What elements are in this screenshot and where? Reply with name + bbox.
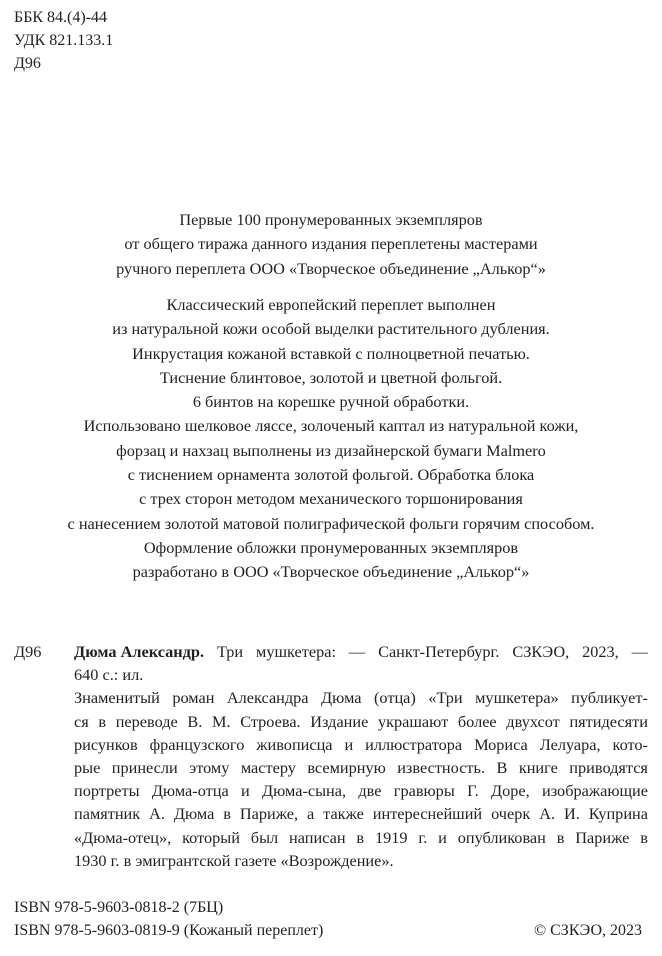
annotation-word: изображающие xyxy=(542,781,648,801)
annotation-word: известность. xyxy=(397,758,486,778)
annotation-word: В. xyxy=(187,711,203,731)
annotation-word: рые xyxy=(74,758,101,778)
annotation-word: этому xyxy=(189,758,230,778)
annotation-word: Куприна xyxy=(588,804,648,824)
annotation-word: А. xyxy=(539,804,556,824)
annotation-word: французского xyxy=(149,734,245,754)
annotation-word: Лелуара, xyxy=(539,734,601,754)
binding-line: Тиснение блинтовое, золотой и цветной фольгой. xyxy=(159,367,503,387)
limited-edition-line: Первые 100 пронумерованных экземпляров xyxy=(179,210,483,229)
biblio-title-part: — xyxy=(348,642,366,661)
bbk-code: ББК 84.(4)-44 xyxy=(14,9,108,26)
biblio-body xyxy=(14,663,648,872)
binding-line: с трех сторон методом механического торшонирования xyxy=(139,489,523,509)
annotation-word: мушкетера» xyxy=(475,688,559,708)
annotation-word: книге xyxy=(518,758,558,778)
annotation-line xyxy=(74,802,648,825)
annotation-word: также xyxy=(323,804,364,824)
annotation-word: написан xyxy=(289,827,346,847)
annotation-word: гравюры xyxy=(393,781,455,801)
binding-line: Классический европейский переплет выполнен xyxy=(166,295,496,314)
copyright-notice: © СЗКЭО, 2023 xyxy=(533,922,642,939)
annotation-word: украшают xyxy=(377,711,449,731)
annotation-word: «Дюма-отец», xyxy=(74,827,172,847)
annotation-word: Издание xyxy=(310,711,369,731)
biblio-title-part: — xyxy=(631,642,648,661)
binding-line: из натуральной кожи особой выделки растительного дубления. xyxy=(112,319,550,339)
biblio-title-part: Санкт-Петербург. xyxy=(378,642,500,661)
annotation-word: кото- xyxy=(612,734,648,754)
annotation-word: и xyxy=(240,781,250,801)
annotation-line xyxy=(74,733,648,756)
annotation-word: в xyxy=(640,827,648,847)
annotation-word: был xyxy=(250,827,279,847)
annotation-word: Дюма xyxy=(173,804,215,824)
annotation-word: г. xyxy=(418,827,428,847)
udk-code: УДК 821.133.1 xyxy=(14,32,114,49)
annotation-word: двухсот xyxy=(506,711,560,731)
annotation-word: две xyxy=(358,781,382,801)
annotation-word: рисунков xyxy=(74,734,138,754)
annotation-word: Дюма xyxy=(321,688,362,708)
annotation-line xyxy=(74,686,648,709)
binding-line: с тиснением орнамента золотой фольгой. Обработка блока xyxy=(127,465,535,485)
annotation-word: Доре, xyxy=(491,781,530,801)
classification-codes xyxy=(14,6,113,75)
annotation-word: а xyxy=(306,804,315,824)
annotation-word: А. xyxy=(149,804,165,824)
annotation-word: публикует- xyxy=(571,688,648,708)
biblio-title-part: 2023, xyxy=(582,642,619,661)
annotation-word: Дюма-сына, xyxy=(262,781,347,801)
annotation-word: (отца) xyxy=(374,688,416,708)
biblio-title-part: мушкетера: xyxy=(256,642,336,661)
annotation-word: И. xyxy=(563,804,580,824)
binding-line: 6 бинтов на корешке ручной обработки. xyxy=(192,392,470,412)
annotation-word: роман xyxy=(172,688,215,708)
binding-line: Инкрустация кожаной вставкой с полноцветной печатью. xyxy=(132,343,530,363)
annotation-word: «Три xyxy=(428,688,463,708)
annotation-word: Мориса xyxy=(474,734,528,754)
annotation-word: пятидесяти xyxy=(569,711,648,731)
biblio-title-part: Три xyxy=(216,642,244,661)
annotation-word: всемирную xyxy=(307,758,386,778)
annotation-word: живописца xyxy=(256,734,333,754)
biblio-title-part: СЗКЭО, xyxy=(512,642,570,661)
binding-line: форзац и нахзац выполнены из дизайнерской бумаги Malmero xyxy=(116,440,546,460)
binding-line: Использовано шелковое ляссе, золоченый каптал из натуральной кожи, xyxy=(83,416,579,436)
annotation-word: принесли xyxy=(111,758,178,778)
limited-edition-line: от общего тиража данного издания переплетены мастерами xyxy=(124,234,538,254)
binding-line: с нанесением золотой матовой полиграфической фольги горячим способом. xyxy=(67,513,595,533)
annotation-word: в xyxy=(223,804,231,824)
biblio-heading-line xyxy=(14,640,648,663)
limited-edition-note xyxy=(20,208,642,281)
annotation-word: М. xyxy=(211,711,231,731)
annotation-word: очерк xyxy=(491,804,531,824)
annotation-word: в xyxy=(98,711,107,731)
annotation-word: в xyxy=(556,827,565,847)
annotation-word: памятник xyxy=(74,804,141,824)
annotation-word: опубликован xyxy=(457,827,546,847)
isbn-block xyxy=(14,896,323,942)
annotation-word: мастеру xyxy=(240,758,296,778)
annotation-word: В xyxy=(496,758,508,778)
biblio-author: Дюма Александр. xyxy=(74,642,205,661)
annotation-word: ся xyxy=(74,711,89,731)
annotation-word: переводе xyxy=(115,711,178,731)
biblio-title-line xyxy=(74,640,648,663)
annotation-line-last: 1930 г. в эмигрантской газете «Возрождение». xyxy=(74,850,394,870)
bibliographic-record xyxy=(14,640,648,872)
annotation-word: 1919 xyxy=(374,827,408,847)
annotation-word: Знаменитый xyxy=(74,688,160,708)
annotation-word: Строева. xyxy=(240,711,301,731)
biblio-code: Д96 xyxy=(14,642,42,661)
annotation-word: приводятся xyxy=(569,758,648,778)
annotation-word: который xyxy=(182,827,240,847)
binding-line: разработано в ООО «Творческое объединение „Алькор“» xyxy=(132,562,530,582)
annotation-word: в xyxy=(356,827,365,847)
annotation-word: Париже xyxy=(575,827,630,847)
annotation-word: иллюстратора xyxy=(365,734,463,754)
isbn-line: ISBN 978-5-9603-0819-9 (Кожаный переплет) xyxy=(14,922,324,939)
binding-description xyxy=(20,293,642,585)
annotation-word: портреты xyxy=(74,781,140,801)
author-mark: Д96 xyxy=(14,55,41,72)
annotation-word: Дюма-отца xyxy=(151,781,229,801)
annotation-line xyxy=(74,826,648,849)
limited-edition-line: ручного переплета ООО «Творческое объединение „Алькор“» xyxy=(116,258,546,278)
annotation-line xyxy=(74,779,648,802)
annotation-word: Г. xyxy=(467,781,479,801)
annotation-word: и xyxy=(438,827,447,847)
annotation-line xyxy=(74,756,648,779)
annotation-word: интереснейший xyxy=(372,804,483,824)
annotation-word: и xyxy=(344,734,354,754)
annotation-word: Александра xyxy=(226,688,309,708)
annotation-word: Париже, xyxy=(239,804,299,824)
binding-line: Оформление обложки пронумерованных экземпляров xyxy=(143,537,519,557)
annotation-line xyxy=(74,710,648,733)
annotation-word: более xyxy=(457,711,497,731)
isbn-line: ISBN 978-5-9603-0818-2 (7БЦ) xyxy=(14,899,224,916)
biblio-pages: 640 с.: ил. xyxy=(74,665,144,685)
